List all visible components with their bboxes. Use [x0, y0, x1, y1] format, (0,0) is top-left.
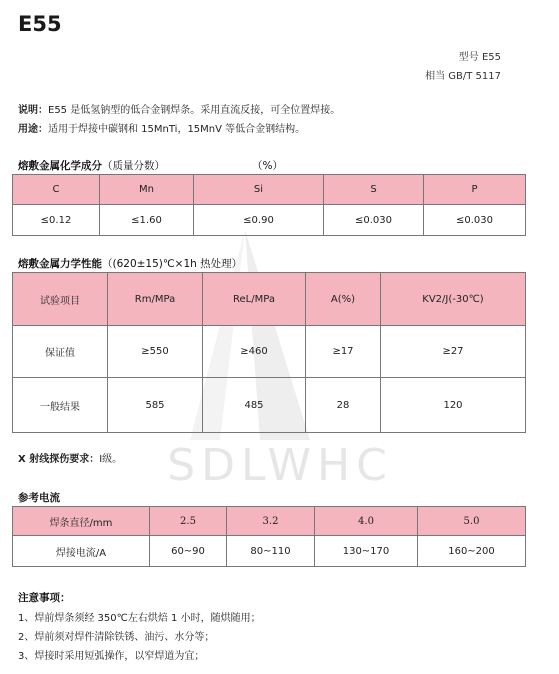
- mech-header-cell: KV2/J(-30℃): [381, 273, 526, 326]
- chem-value-cell: ≤0.030: [424, 205, 526, 236]
- current-value-cell: 130~170: [315, 536, 418, 567]
- chem-table: [12, 174, 526, 236]
- chem-header-cell: P: [424, 175, 526, 205]
- watermark-text: SDLWHC: [167, 440, 393, 491]
- mech-cell: 585: [108, 378, 203, 433]
- chem-title: 熔敷金属化学成分: [18, 160, 102, 172]
- mech-cell: 保证值: [13, 326, 108, 378]
- chem-unit: （%）: [252, 160, 283, 172]
- current-section-title: 参考电流: [18, 492, 60, 504]
- description-label: 说明：: [18, 105, 48, 116]
- mech-header-cell: Rm/MPa: [108, 273, 203, 326]
- current-table: [12, 506, 526, 567]
- current-diameter-cell: 2.5: [150, 507, 227, 536]
- chem-value-cell: ≤0.90: [194, 205, 324, 236]
- chem-header-cell: Si: [194, 175, 324, 205]
- chem-header-cell: S: [324, 175, 424, 205]
- mech-cell: 120: [381, 378, 526, 433]
- mech-cell: 28: [306, 378, 381, 433]
- chem-value-cell: ≤0.030: [324, 205, 424, 236]
- mech-row: [13, 378, 526, 433]
- current-diameter-cell: 3.2: [227, 507, 315, 536]
- mech-cell: ≥17: [306, 326, 381, 378]
- chem-value-cell: ≤1.60: [100, 205, 194, 236]
- current-value-cell: 80~110: [227, 536, 315, 567]
- mech-cell: ≥27: [381, 326, 526, 378]
- mech-table: [12, 272, 526, 433]
- mech-header-cell: A(%): [306, 273, 381, 326]
- mech-row: [13, 326, 526, 378]
- xray-line: [18, 450, 122, 465]
- current-diameter-cell: 5.0: [418, 507, 526, 536]
- mech-cell: 485: [203, 378, 306, 433]
- current-value-cell: 160~200: [418, 536, 526, 567]
- mech-header-row: [13, 273, 526, 326]
- mech-subtitle: （(620±15)℃×1h 热处理）: [102, 258, 243, 270]
- chem-header-row: [13, 175, 526, 205]
- mech-header-cell: 试验项目: [13, 273, 108, 326]
- description-line: [18, 101, 340, 116]
- model-equiv: 相当 GB/T 5117: [425, 71, 501, 82]
- mech-cell: ≥460: [203, 326, 306, 378]
- mech-cell: ≥550: [108, 326, 203, 378]
- current-row-label: 焊接电流/A: [13, 536, 150, 567]
- notes-item: 2、焊前须对焊件清除铁锈、油污、水分等；: [18, 632, 215, 643]
- current-diameter-cell: 4.0: [315, 507, 418, 536]
- notes-item: 3、焊接时采用短弧操作，以窄焊道为宜；: [18, 651, 205, 662]
- xray-value: Ⅰ级。: [99, 454, 123, 465]
- usage-label: 用途：: [18, 124, 48, 135]
- notes-item: 1、焊前焊条须经 350℃左右烘焙 1 小时，随烘随用；: [18, 613, 261, 624]
- current-value-row: [13, 536, 526, 567]
- usage-line: [18, 120, 305, 135]
- current-header-label: 焊条直径/mm: [13, 507, 150, 536]
- mech-header-cell: ReL/MPa: [203, 273, 306, 326]
- chem-value-row: [13, 205, 526, 236]
- chem-section-title: [18, 158, 165, 173]
- chem-subtitle: （质量分数）: [102, 160, 165, 172]
- current-value-cell: 60~90: [150, 536, 227, 567]
- chem-value-cell: ≤0.12: [13, 205, 100, 236]
- mech-cell: 一般结果: [13, 378, 108, 433]
- mech-title: 熔敷金属力学性能: [18, 258, 102, 270]
- usage-text: 适用于焊接中碳钢和 15MnTi，15MnV 等低合金钢结构。: [48, 124, 306, 135]
- chem-header-cell: C: [13, 175, 100, 205]
- product-title: E55: [18, 12, 62, 36]
- mech-section-title: [18, 256, 242, 271]
- description-text: E55 是低氢钠型的低合金钢焊条。采用直流反接，可全位置焊接。: [48, 105, 341, 116]
- xray-label: X 射线探伤要求：: [18, 454, 100, 465]
- model-type: 型号 E55: [458, 52, 501, 63]
- current-header-row: [13, 507, 526, 536]
- chem-header-cell: Mn: [100, 175, 194, 205]
- notes-title: 注意事项：: [18, 592, 71, 604]
